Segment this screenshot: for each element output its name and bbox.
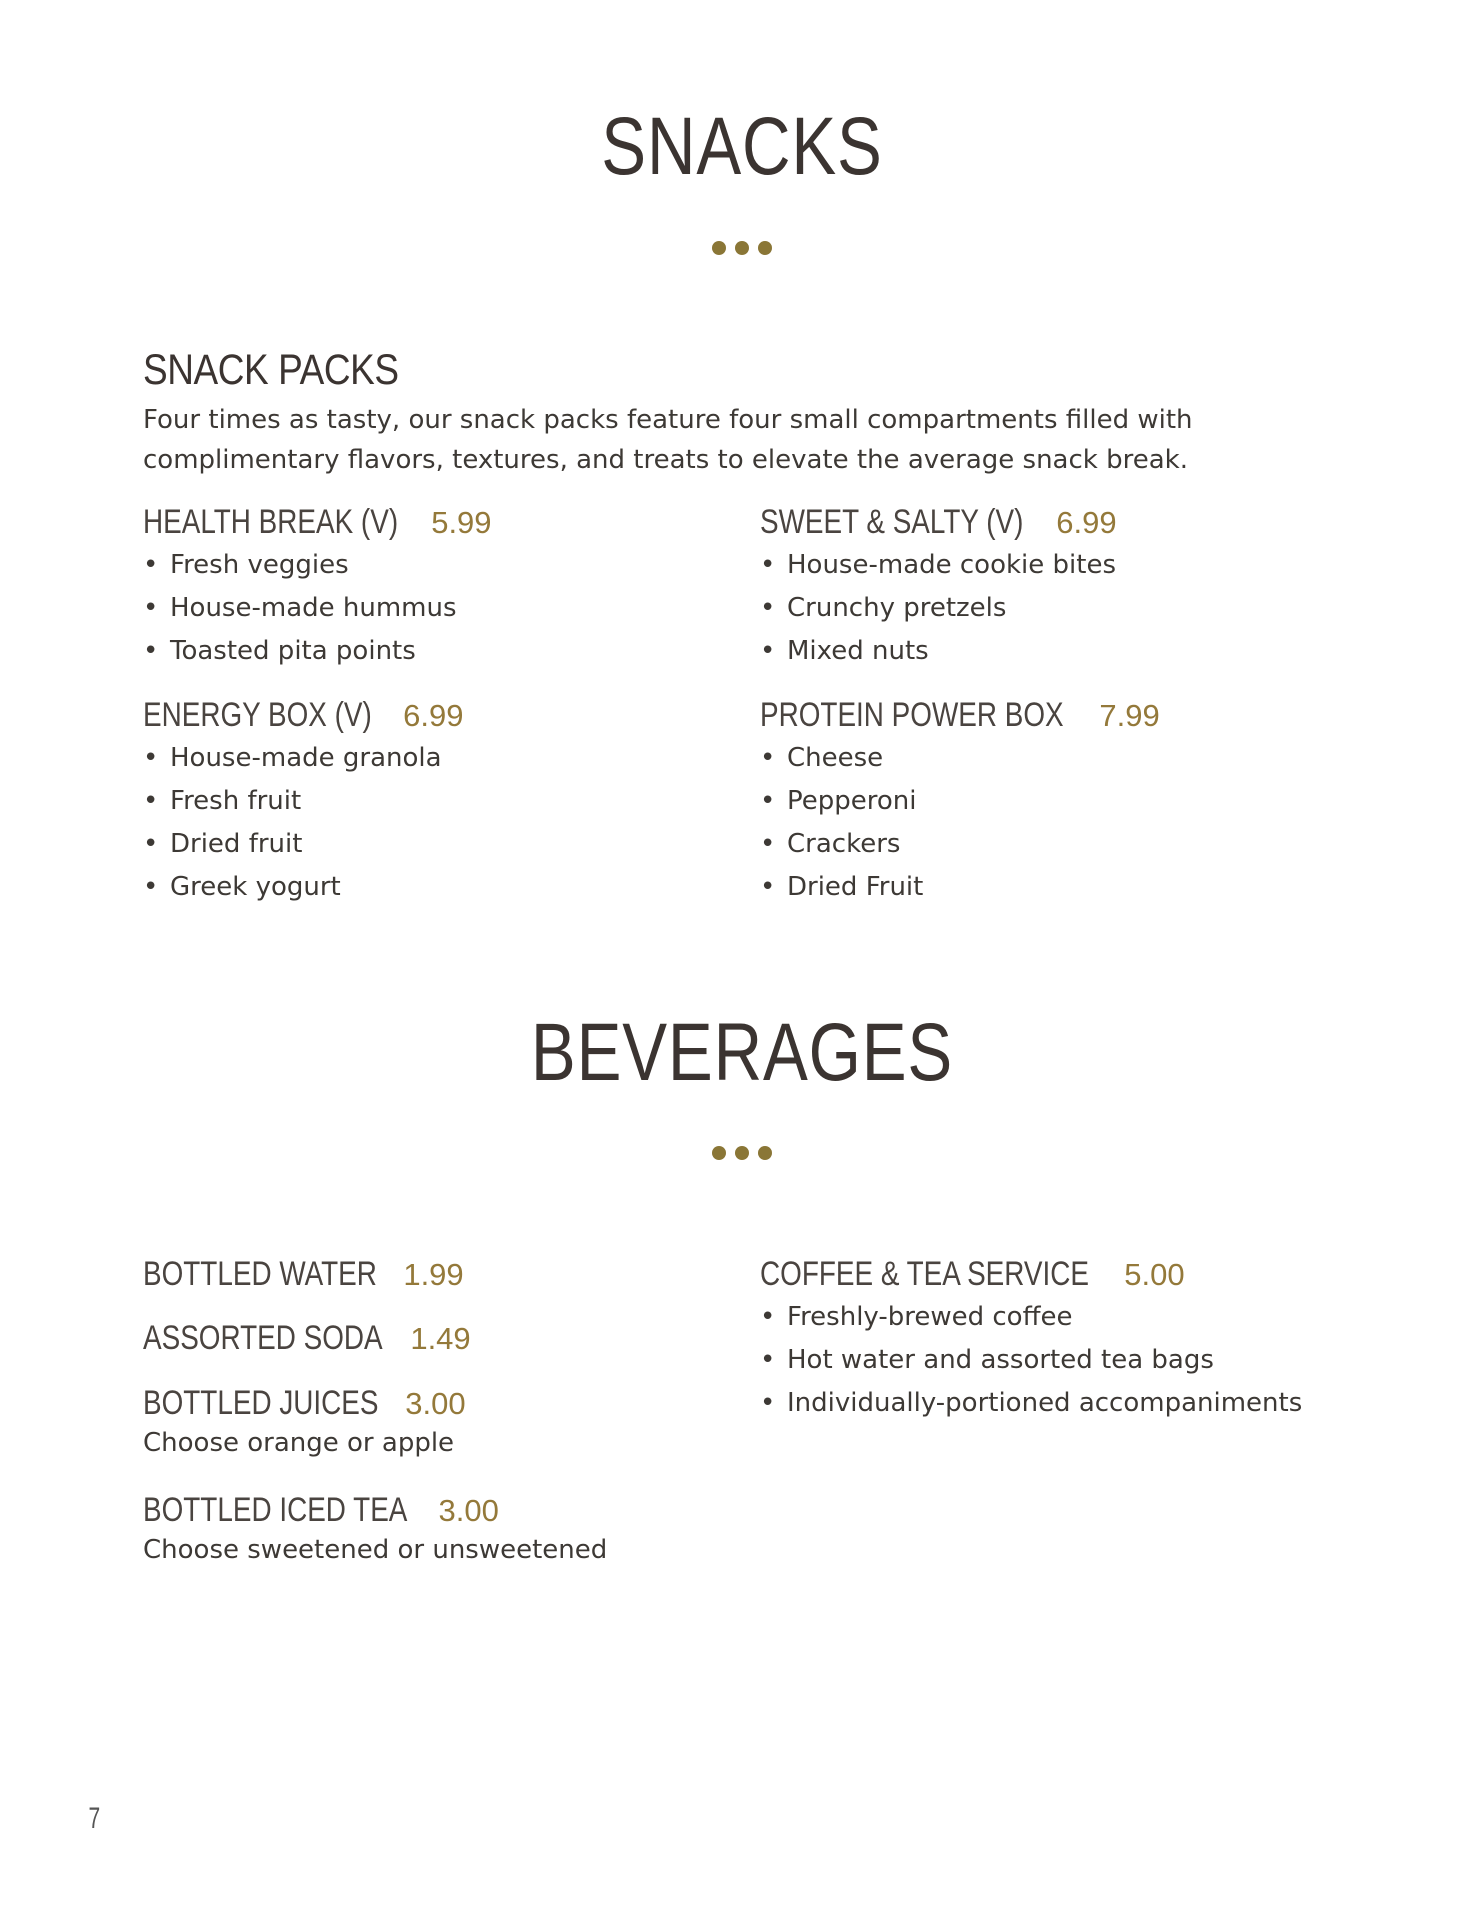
menu-item-coffee-tea-service [760,1252,1302,1425]
menu-item-health-break [143,500,492,673]
snacks-title: SNACKS [601,101,883,192]
divider-dot [735,241,749,255]
item-note: Choose sweetened or unsweetened [143,1535,608,1565]
item-price: 3.00 [405,1386,466,1421]
list-item: • Toasted pita points [143,636,416,666]
item-price: 7.99 [1099,698,1160,733]
item-name: COFFEE & TEA SERVICE [760,1255,1089,1293]
list-item: • Crackers [760,829,901,859]
list-item: • Dried fruit [143,829,303,859]
beverages-divider-dots [0,1146,1484,1160]
menu-item-bottled-juices [143,1381,466,1461]
list-item: • Greek yogurt [143,872,341,902]
list-item: • Crunchy pretzels [760,593,1007,623]
menu-item-assorted-soda [143,1316,471,1360]
divider-dot [712,1146,726,1160]
list-item: • Dried Fruit [760,872,924,902]
item-price: 3.00 [438,1493,499,1528]
item-price: 6.99 [403,698,464,733]
menu-item-bottled-iced-tea [143,1488,607,1568]
list-item: • Individually-portioned accompaniments [760,1388,1303,1418]
item-name: ENERGY BOX (V) [143,696,372,734]
item-price: 5.00 [1124,1257,1185,1292]
menu-item-protein-power-box [760,693,1160,909]
item-name: PROTEIN POWER BOX [760,696,1064,734]
item-price: 6.99 [1056,505,1117,540]
menu-item-energy-box [143,693,463,909]
divider-dot [735,1146,749,1160]
item-price: 1.99 [403,1257,464,1292]
list-item: • House-made granola [143,743,442,773]
list-item: • Fresh fruit [143,786,302,816]
page-number: 7 [88,1802,101,1835]
item-price: 5.99 [431,505,492,540]
snacks-divider-dots [0,241,1484,255]
beverages-title: BEVERAGES [530,1007,954,1098]
menu-item-bottled-water [143,1252,464,1296]
list-item: • Hot water and assorted tea bags [760,1345,1214,1375]
item-name: ASSORTED SODA [143,1319,383,1357]
list-item: • House-made cookie bites [760,550,1116,580]
item-name: SWEET & SALTY (V) [760,503,1024,541]
menu-item-sweet-salty [760,500,1117,673]
item-contents-list [760,544,1117,673]
divider-dot [758,1146,772,1160]
divider-dot [712,241,726,255]
item-contents-list [143,737,463,909]
item-name: BOTTLED WATER [143,1255,377,1293]
list-item: • House-made hummus [143,593,457,623]
item-note: Choose orange or apple [143,1428,455,1458]
item-price: 1.49 [410,1321,471,1356]
list-item: • Mixed nuts [760,636,929,666]
list-item: • Cheese [760,743,884,773]
list-item: • Pepperoni [760,786,917,816]
snack-packs-title: SNACK PACKS [143,346,399,394]
item-name: BOTTLED JUICES [143,1384,379,1422]
item-contents-list [760,737,1160,909]
divider-dot [758,241,772,255]
item-name: HEALTH BREAK (V) [143,503,399,541]
snack-packs-intro: Four times as tasty, our snack packs feature four small compartments filled with complimentary flavors, textures, and treats to elevate the average snack break. [143,405,1193,475]
item-contents-list [760,1296,1302,1425]
item-name: BOTTLED ICED TEA [143,1491,408,1529]
list-item: • Freshly-brewed coffee [760,1302,1073,1332]
item-contents-list [143,544,492,673]
list-item: • Fresh veggies [143,550,349,580]
